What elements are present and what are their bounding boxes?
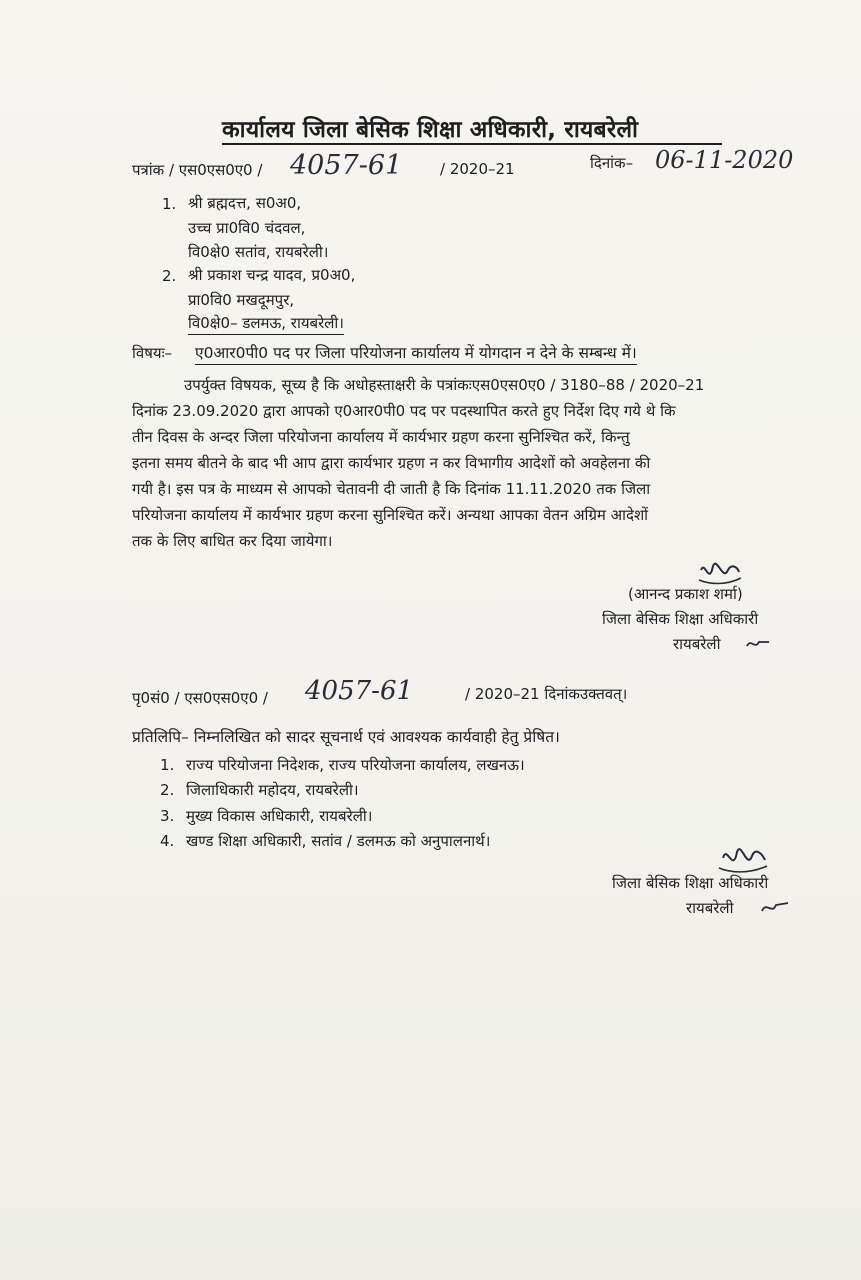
date-handwritten: 06-11-2020 [655,146,794,174]
date-label: दिनांक– [590,154,634,172]
copy-intro: प्रतिलिपि– निम्नलिखित को सादर सूचनार्थ एवं आवश्यक कार्यवाही हेतु प्रेषित। [132,728,560,746]
signatory-name: (आनन्द प्रकाश शर्मा) [628,585,743,603]
subject-label: विषयः– [132,344,173,362]
ref-prefix: पत्रांक / एस0एस0ए0 / [132,161,263,179]
copy-item-text: खण्ड शिक्षा अधिकारी, सतांव / डलमऊ को अनुपालनार्थ। [186,832,491,850]
copy-item [160,755,525,775]
title-underline [222,143,722,145]
ref-year: / 2020–21 [440,160,515,178]
body-line: तीन दिवस के अन्दर जिला परियोजना कार्यालय में कार्यभार ग्रहण करना सुनिश्चित करें, किन्तु [132,428,630,446]
body-line: परियोजना कार्यालय में कार्यभार ग्रहण करना सुनिश्चित करें। अन्यथा आपका वेतन अग्रिम आदेशों [132,506,649,524]
subject-text: ए0आर0पी0 पद पर जिला परियोजना कार्यालय में योगदान न देने के सम्बन्ध में। [195,341,637,365]
copy-ref-number-handwritten: 4057-61 [305,676,414,706]
addressee-1-number: 1. [162,195,177,213]
copy-item-text: राज्य परियोजना निदेशक, राज्य परियोजना कार्यालय, लखनऊ। [186,756,525,774]
office-title: कार्यालय जिला बेसिक शिक्षा अधिकारी, रायबरेली [222,117,639,143]
addressee-2-line3: वि0क्षे0– डलमऊ, रायबरेली। [188,313,344,335]
initial-mark-1 [745,636,771,652]
copy-item-number: 4. [160,832,175,850]
copy-item-number: 2. [160,781,175,799]
addressee-2-line2: प्रा0वि0 मखदूमपुर, [188,291,295,309]
copy-item [160,806,372,826]
signature2-place: रायबरेली [686,899,734,917]
copy-item-text: मुख्य विकास अधिकारी, रायबरेली। [186,807,373,825]
copy-item [160,780,359,800]
addressee-2-number: 2. [162,267,177,285]
signatory-place: रायबरेली [673,635,721,653]
copy-ref-suffix: / 2020–21 दिनांकउक्तवत्। [465,685,628,703]
initial-mark-2 [760,899,790,917]
addressee-1-line2: उच्च प्रा0वि0 चंदवल, [188,219,306,237]
body-line: दिनांक 23.09.2020 द्वारा आपको ए0आर0पी0 पद पर पदस्थापित करते हुए निर्देश दिए गये थे कि [132,402,676,420]
body-line: गयी है। इस पत्र के माध्यम से आपको चेतावनी दी जाती है कि दिनांक 11.11.2020 तक जिला [132,480,651,498]
copy-item-text: जिलाधिकारी महोदय, रायबरेली। [186,781,359,799]
body-line: उपर्युक्त विषयक, सूच्य है कि अधोहस्ताक्षरी के पत्रांकःएस0एस0ए0 / 3180–88 / 2020–21 [184,376,705,394]
addressee-1-line3: वि0क्षे0 सतांव, रायबरेली। [188,243,329,261]
addressee-2-line1: श्री प्रकाश चन्द्र यादव, प्र0अ0, [188,266,356,284]
signature2-designation: जिला बेसिक शिक्षा अधिकारी [612,874,769,892]
body-paragraph [132,372,810,554]
ref-number-handwritten: 4057-61 [290,150,403,181]
copy-item-number: 1. [160,756,175,774]
body-line: तक के लिए बाधित कर दिया जायेगा। [132,532,333,550]
body-line: इतना समय बीतने के बाद भी आप द्वारा कार्यभार ग्रहण न कर विभागीय आदेशों को अवहेलना की [132,454,651,472]
copy-ref-prefix: पृ0सं0 / एस0एस0ए0 / [132,689,268,707]
copy-item-number: 3. [160,807,175,825]
signatory-designation: जिला बेसिक शिक्षा अधिकारी [602,610,759,628]
copy-item [160,831,490,851]
addressee-1-line1: श्री ब्रह्मदत्त, स0अ0, [188,194,302,212]
